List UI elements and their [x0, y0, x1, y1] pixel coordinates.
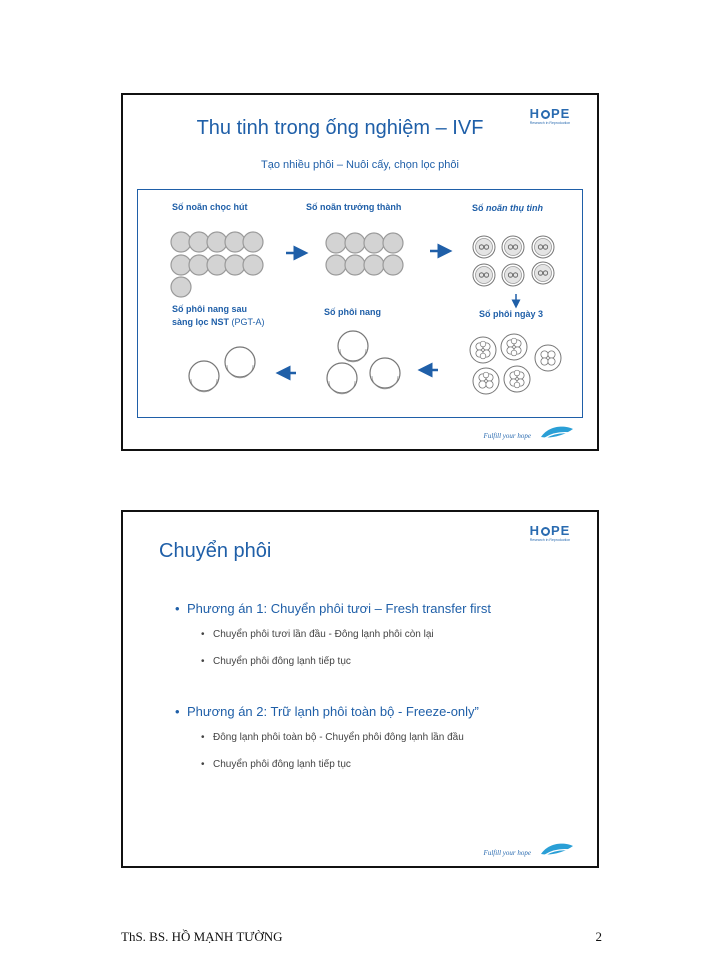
- page-number: 2: [595, 929, 602, 944]
- label-fertilized-eggs: Số noãn thụ tinh: [472, 203, 543, 213]
- slide-footer-tagline: Fulfill your hope: [483, 849, 531, 857]
- list-item: • Chuyển phôi đông lạnh tiếp tục: [201, 656, 351, 667]
- option-list: [175, 600, 575, 772]
- leaf-logo-icon: [539, 425, 575, 441]
- slide-subtitle: Tạo nhiều phôi – Nuôi cấy, chọn lọc phôi: [261, 159, 459, 171]
- list-item: • Chuyển phôi đông lạnh tiếp tục: [201, 759, 351, 770]
- hope-logo: H PE Research in Reproduction: [529, 106, 571, 125]
- list-item: • Phương án 1: Chuyển phôi tươi – Fresh transfer first: [175, 601, 491, 616]
- hope-logo: H PE Research in Reproduction: [529, 523, 571, 542]
- eggs-retrieved-icon: [171, 232, 263, 297]
- list-item: • Đông lạnh phôi toàn bộ - Chuyển phôi đông lạnh lần đầu: [201, 732, 464, 743]
- slide-ivf: [121, 93, 599, 451]
- slide-embryo-transfer: [121, 510, 599, 868]
- slide-footer-tagline: Fulfill your hope: [483, 432, 531, 440]
- slide-title: Chuyển phôi: [159, 540, 272, 562]
- label-day3-embryos: Số phôi ngày 3: [479, 309, 544, 319]
- label-eggs-retrieved: Số noãn chọc hút: [172, 202, 248, 212]
- pgt-blastocysts-icon: [189, 347, 255, 392]
- ivf-flow-diagram: [137, 189, 583, 418]
- label-pgt-blastocysts: Số phôi nang sau sàng lọc NST (PGT-A): [172, 304, 265, 327]
- slide-title: Thu tinh trong ống nghiệm – IVF: [196, 117, 484, 139]
- mature-eggs-icon: [326, 233, 403, 275]
- author-footer: ThS. BS. HỒ MẠNH TƯỜNG: [121, 929, 283, 944]
- fertilized-eggs-icon: [473, 236, 554, 286]
- label-blastocysts: Số phôi nang: [324, 307, 381, 317]
- label-mature-eggs: Số noãn trưởng thành: [306, 202, 402, 212]
- list-item: • Chuyển phôi tươi lần đầu - Đông lạnh phôi còn lại: [201, 629, 434, 640]
- day3-embryos-icon: [470, 334, 561, 394]
- leaf-logo-icon: [539, 842, 575, 858]
- list-item: • Phương án 2: Trữ lạnh phôi toàn bộ - Freeze-only”: [175, 704, 479, 719]
- blastocysts-icon: [327, 331, 400, 394]
